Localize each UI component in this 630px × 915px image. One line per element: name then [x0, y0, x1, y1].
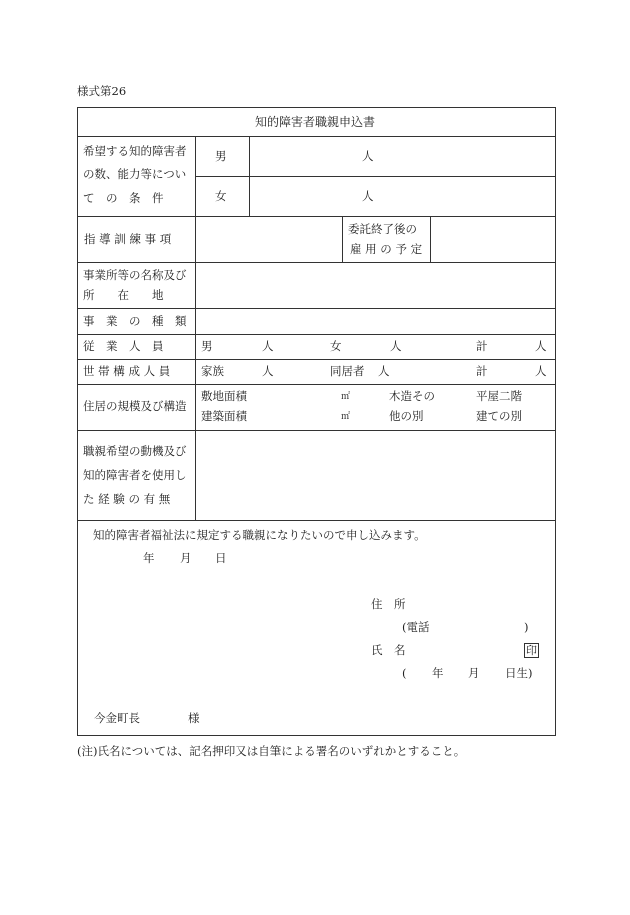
- male-count-unit: 人: [362, 149, 374, 163]
- motive-label-line1: 職親希望の動機及び: [83, 444, 187, 458]
- employees-male: 男: [201, 339, 213, 353]
- employees-total: 計: [476, 339, 488, 353]
- addressee: 今金町長: [94, 711, 140, 725]
- household-family: 家族: [201, 364, 224, 378]
- female-label: 女: [215, 189, 227, 203]
- phone-open: (電話: [402, 620, 430, 634]
- motive-label-line2: 知的障害者を使用し: [83, 468, 187, 482]
- form-title: 知的障害者職親申込書: [254, 115, 375, 129]
- birth-month: 月: [468, 666, 480, 680]
- conditions-label-line1: 希望する知的障害者: [83, 144, 187, 158]
- household-cohabitant: 同居者: [330, 364, 365, 378]
- date-year: 年: [143, 551, 155, 565]
- motive-label-line3: た 経 験 の 有 無: [83, 492, 171, 506]
- conditions-label-line2: の数、能力等につい: [83, 167, 187, 181]
- employees-female-unit: 人: [390, 339, 402, 353]
- birth-year: 年: [432, 666, 444, 680]
- site-area-unit: ㎡: [341, 392, 351, 402]
- application-statement: 知的障害者福祉法に規定する職親になりたいので申し込みます。: [93, 528, 426, 542]
- guidance-label: 指 導 訓 練 事 項: [84, 232, 172, 246]
- floors-line2: 建ての別: [476, 409, 522, 423]
- wood-structure-line1: 木造その: [389, 389, 435, 403]
- conditions-label-line3: て の 条 件: [83, 191, 164, 205]
- site-area-label: 敷地面積: [201, 389, 247, 403]
- birth-open: (: [402, 666, 407, 680]
- employees-female: 女: [330, 339, 342, 353]
- household-family-unit: 人: [262, 364, 274, 378]
- office-label-line1: 事業所等の名称及び: [83, 268, 187, 282]
- female-count-unit: 人: [362, 189, 374, 203]
- building-area-label: 建築面積: [201, 409, 247, 423]
- household-total-unit: 人: [535, 364, 547, 378]
- seal-mark: 印: [526, 644, 537, 657]
- building-area-unit: ㎡: [341, 412, 351, 422]
- honorific: 様: [188, 711, 200, 725]
- male-label: 男: [215, 149, 227, 163]
- address-label: 住 所: [371, 597, 406, 611]
- after-label-line2: 雇 用 の 予 定: [350, 242, 423, 256]
- housing-label: 住居の規模及び構造: [83, 399, 187, 413]
- date-day: 日: [215, 551, 227, 565]
- phone-close: ): [524, 620, 529, 634]
- birth-day: 日生): [505, 666, 533, 680]
- employees-male-unit: 人: [262, 339, 274, 353]
- household-total: 計: [476, 364, 488, 378]
- office-label-line2: 所 在 地: [83, 288, 164, 302]
- date-month: 月: [180, 551, 192, 565]
- household-cohabitant-unit: 人: [378, 364, 390, 378]
- wood-structure-line2: 他の別: [389, 409, 424, 423]
- form-number: 様式第26: [77, 84, 127, 98]
- employees-label: 従 業 人 員: [83, 339, 164, 353]
- footnote: (注)氏名については、記名押印又は自筆による署名のいずれかとすること。: [77, 744, 466, 758]
- name-label: 氏 名: [371, 643, 406, 657]
- after-label-line1: 委託終了後の: [348, 222, 417, 236]
- employees-total-unit: 人: [535, 339, 547, 353]
- business-type-label: 事 業 の 種 類: [83, 314, 187, 328]
- household-label: 世 帯 構 成 人 員: [83, 364, 171, 378]
- floors-line1: 平屋二階: [476, 389, 522, 403]
